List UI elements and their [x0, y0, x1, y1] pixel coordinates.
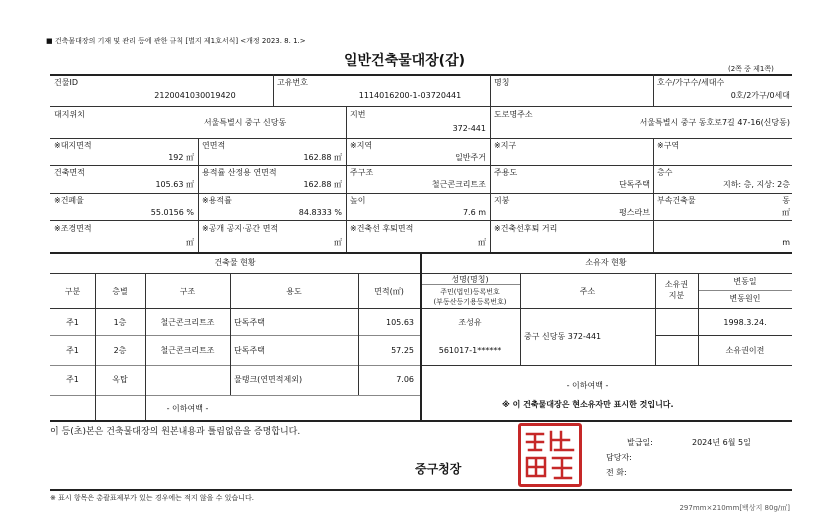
change-subdivider	[698, 290, 792, 291]
owner-reg-no: 561017-1******	[438, 346, 502, 355]
row-area: 57.25	[391, 346, 414, 355]
far-label: ※용적률	[202, 196, 232, 205]
open-space-label: ※공개 공지·공간 면적	[202, 224, 279, 233]
col-divider	[653, 74, 654, 106]
row-area: 105.63	[386, 318, 414, 327]
status-divider	[655, 335, 792, 336]
table-top-border	[50, 74, 792, 76]
col-kind: 구분	[64, 287, 81, 296]
issue-date-value: 2024년 6월 5일	[692, 438, 751, 447]
bcr-value: 55.0156 %	[150, 208, 194, 217]
floors-label: 층수	[657, 168, 673, 177]
col-owner-regno-sub: (부동산등기용등록번호)	[433, 298, 507, 306]
col-area: 면적(㎡)	[374, 287, 404, 296]
col-floor: 층별	[112, 287, 128, 296]
row-area: 7.06	[396, 375, 414, 384]
floors-value: 지하: 층, 지상: 2층	[722, 180, 790, 189]
roof-label: 지붕	[494, 196, 510, 205]
row-use: 단독주택	[234, 318, 265, 327]
row-floor: 1층	[113, 318, 127, 327]
owner-name: 조성유	[458, 318, 482, 327]
lot-label: 지번	[350, 110, 366, 119]
page-info: (2쪽 중 제1쪽)	[728, 65, 774, 73]
issuer-name: 중구청장	[415, 462, 462, 476]
col-share: 소유권	[664, 280, 689, 289]
col-address: 주소	[579, 287, 596, 296]
zone-label: ※지역	[350, 141, 373, 150]
total-area-value: 162.88 ㎡	[303, 153, 342, 162]
col-change-date: 변동일	[733, 277, 757, 286]
far-value: 84.8333 %	[298, 208, 342, 217]
building-id-value: 2120041030019420	[154, 91, 236, 100]
row-kind: 주1	[66, 346, 79, 355]
col-divider	[653, 138, 654, 252]
row-divider	[50, 165, 792, 166]
col-structure: 구조	[179, 287, 196, 296]
row-divider	[50, 193, 792, 194]
open-space-unit: ㎡	[334, 238, 342, 247]
status-divider	[420, 365, 792, 366]
land-area-label: ※대지면적	[54, 141, 92, 150]
far-area-value: 162.88 ㎡	[303, 180, 342, 189]
page-title: 일반건축물대장(갑)	[344, 53, 465, 69]
unique-no-value: 1114016200-1-03720441	[358, 91, 462, 100]
status-divider	[50, 395, 420, 396]
annex-count-unit: 동	[782, 196, 790, 205]
road-value: 서울특별시 중구 동호로7길 47-16(신당동)	[639, 118, 790, 127]
height-label: 높이	[350, 196, 366, 205]
col-divider	[346, 106, 347, 138]
units-label: 호수/가구수/세대수	[657, 78, 725, 87]
units-value: 0호/2가구/0세대	[730, 91, 790, 100]
bcr-label: ※건폐율	[54, 196, 84, 205]
row-kind: 주1	[66, 375, 79, 384]
annex-area-unit: ㎡	[782, 208, 790, 217]
site-label: 대지위치	[54, 110, 85, 119]
phone-label: 전 화:	[606, 468, 627, 477]
structure-value: 철근콘크리트조	[431, 180, 486, 189]
col-use: 용도	[286, 287, 302, 296]
setback-area-unit: ㎡	[478, 238, 486, 247]
row-divider	[50, 138, 792, 139]
owner-status-header: 소유자 현황	[585, 258, 627, 267]
sector-label: ※구역	[657, 141, 680, 150]
use-value: 단독주택	[619, 180, 650, 189]
row-use: 물탱크(연면적제외)	[234, 375, 303, 384]
official-seal-stamp	[518, 423, 582, 487]
setback-dist-unit: m	[782, 238, 790, 247]
roof-value: 평스라브	[619, 208, 650, 217]
annex-label: 부속건축물	[657, 196, 696, 205]
col-divider	[198, 138, 199, 252]
row-structure: 철근콘크리트조	[160, 318, 215, 327]
total-area-label: 연면적	[202, 141, 226, 150]
building-area-label: 건축면적	[54, 168, 85, 177]
height-value: 7.6 m	[462, 208, 486, 217]
site-value: 서울특별시 중구 신당동	[203, 118, 287, 127]
col-divider	[490, 138, 491, 252]
landscape-unit: ㎡	[186, 238, 194, 247]
row-structure: 철근콘크리트조	[160, 346, 215, 355]
col-divider	[490, 74, 491, 106]
far-area-label: 용적률 산정용 연면적	[202, 168, 277, 177]
owner-note: ※ 이 건축물대장은 현소유자만 표시한 것입니다.	[502, 400, 674, 409]
status-divider	[50, 365, 420, 366]
owner-address: 중구 신당동 372-441	[524, 332, 602, 341]
district-label: ※지구	[494, 141, 517, 150]
structure-label: 주구조	[350, 168, 374, 177]
col-change-reason: 변동원인	[729, 294, 761, 303]
row-kind: 주1	[66, 318, 79, 327]
paper-size: 297mm×210mm[백상지 80g/㎡]	[679, 504, 790, 512]
zone-value: 일반주거	[455, 153, 486, 162]
footer-border	[50, 489, 792, 491]
setback-area-label: ※건축선 후퇴면적	[350, 224, 414, 233]
use-label: 주용도	[494, 168, 518, 177]
row-divider	[50, 220, 792, 221]
owner-change-date: 1998.3.24.	[723, 318, 767, 327]
road-label: 도로명주소	[494, 110, 533, 119]
lot-value: 372-441	[452, 124, 486, 133]
col-divider	[346, 138, 347, 252]
row-use: 단독주택	[234, 346, 265, 355]
owner-change-reason: 소유권이전	[725, 346, 765, 355]
col-divider	[490, 106, 491, 138]
col-share-sub: 지분	[668, 291, 685, 300]
unique-no-label: 고유번호	[277, 78, 308, 87]
certification-text: 이 등(초)본은 건축물대장의 원본내용과 틀림없음을 증명합니다.	[50, 427, 301, 437]
row-floor: 2층	[113, 346, 127, 355]
owner-below-blank: - 이하여백 -	[566, 381, 609, 390]
name-label: 명칭	[494, 78, 510, 87]
col-divider	[273, 74, 274, 106]
status-divider	[50, 335, 420, 336]
officer-label: 담당자:	[606, 453, 632, 462]
row-divider	[50, 106, 792, 107]
setback-dist-label: ※건축선후퇴 거리	[494, 224, 558, 233]
regulation-note: ■ 건축물대장의 기재 및 관리 등에 관한 규칙 [별지 제1호서식] <개정 2023. 8. 1.>	[46, 37, 306, 45]
col-owner-name: 성명(명칭)	[451, 275, 489, 284]
footer-note: ※ 표시 항목은 총괄표제부가 있는 경우에는 적지 않을 수 있습니다.	[50, 494, 254, 502]
below-blank: - 이하여백 -	[166, 404, 209, 413]
seal-icon	[521, 426, 579, 484]
status-bottom-border	[50, 420, 792, 422]
land-area-value: 192 ㎡	[168, 153, 194, 162]
landscape-label: ※조경면적	[54, 224, 92, 233]
building-area-value: 105.63 ㎡	[155, 180, 194, 189]
building-status-header: 건축물 현황	[214, 258, 256, 267]
col-owner-regno: 주민(법인)등록번호	[440, 288, 500, 296]
building-id-label: 건물ID	[54, 78, 78, 87]
row-floor: 옥탑	[112, 375, 128, 384]
issue-date-label: 발급일:	[627, 438, 653, 447]
